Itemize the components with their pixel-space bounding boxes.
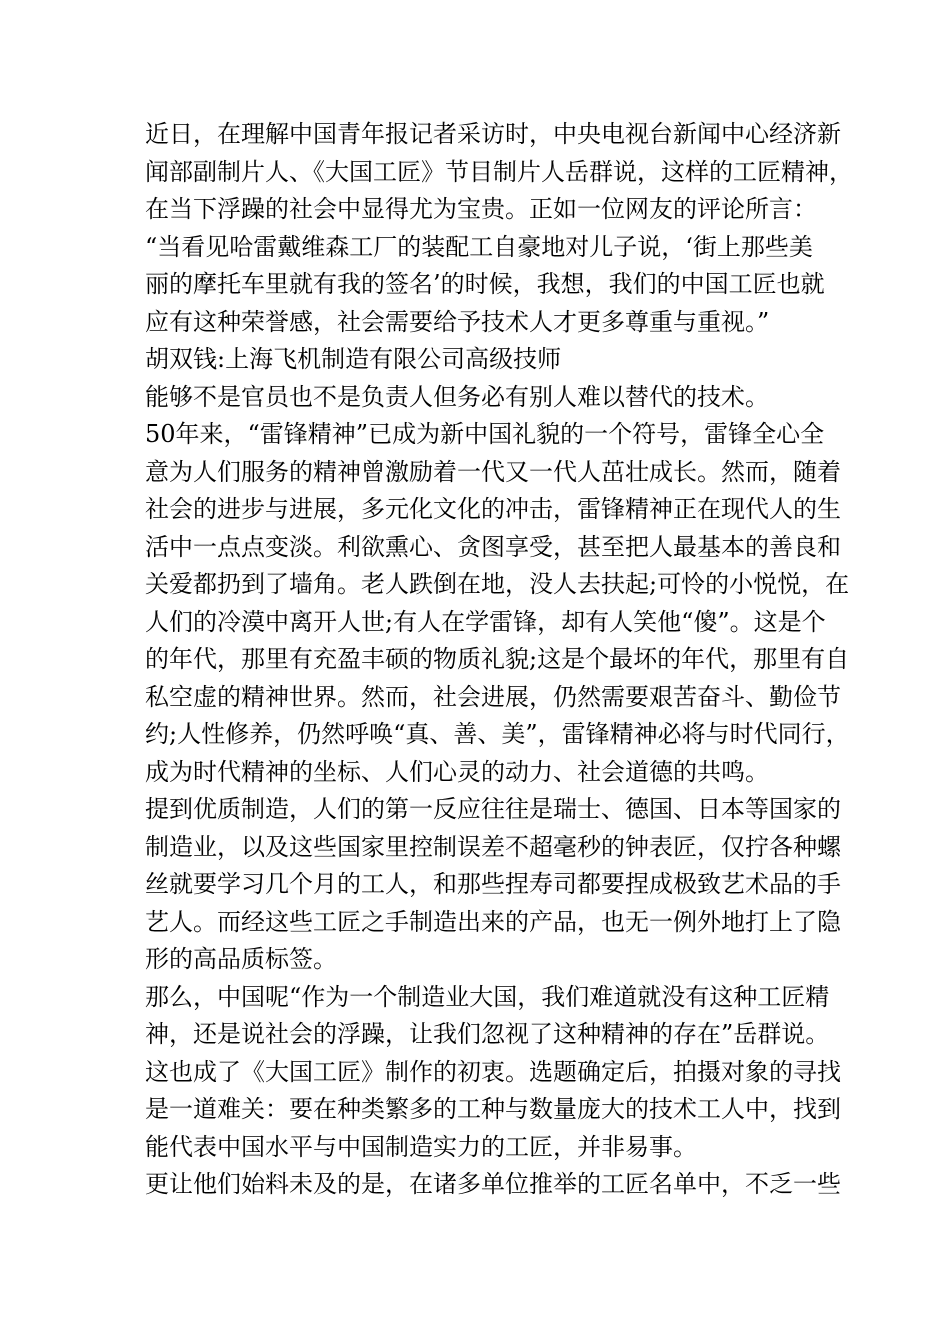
text-line: 丝就要学习几个月的工人，和那些捏寿司都要捏成极致艺术品的手 <box>145 870 841 898</box>
text-line: 制造业，以及这些国家里控制误差不超毫秒的钟表匠，仅拧各种螺 <box>145 832 841 861</box>
text-line: 提到优质制造，人们的第一反应往往是瑞士、德国、日本等国家的 <box>145 795 841 823</box>
text-line: “当看见哈雷戴维森工厂的装配工自豪地对儿子说，‘街上那些美 <box>145 232 813 261</box>
text-line: 近日，在理解中国青年报记者采访时，中央电视台新闻中心经济新 <box>145 120 841 148</box>
text-line: 艺人。而经这些工匠之手制造出来的产品，也无一例外地打上了隐 <box>145 907 841 936</box>
text-line: 闻部副制片人、《大国工匠》节目制片人岳群说，这样的工匠精神， <box>145 157 853 186</box>
section-heading: 胡双钱:上海飞机制造有限公司高级技师 <box>145 345 562 373</box>
text-line: 是一道难关：要在种类繁多的工种与数量庞大的技术工人中，找到 <box>145 1095 841 1123</box>
text-line: 应有这种荣誉感，社会需要给予技术人才更多尊重与重视。” <box>145 307 770 336</box>
text-line: 那么，中国呢“作为一个制造业大国，我们难道就没有这种工匠精 <box>145 982 830 1011</box>
text-line: 的年代，那里有充盈丰硕的物质礼貌;这是个最坏的年代，那里有自 <box>145 645 850 673</box>
text-line: 50年来，“雷锋精神”已成为新中国礼貌的一个符号，雷锋全心全 <box>145 420 825 448</box>
paragraph <box>145 341 810 379</box>
text-line: 形的高品质标签。 <box>145 945 337 973</box>
text-line: 约;人性修养，仍然呼唤“真、善、美”，雷锋精神必将与时代同行， <box>145 720 850 748</box>
paragraph <box>145 979 830 1054</box>
text-line: 社会的进步与进展，多元化文化的冲击，雷锋精神正在现代人的生 <box>145 495 841 523</box>
text-line: 意为人们服务的精神曾激励着一代又一代人茁壮成长。然而，随着 <box>145 457 841 486</box>
paragraph <box>145 1054 841 1167</box>
paragraph <box>145 1166 841 1204</box>
paragraph <box>145 116 853 341</box>
text-line: 活中一点点变淡。利欲熏心、贪图享受，甚至把人最基本的善良和 <box>145 532 841 561</box>
document-body <box>145 116 853 1204</box>
text-line: 私空虚的精神世界。然而，社会进展，仍然需要艰苦奋斗、勤俭节 <box>145 682 841 711</box>
paragraph <box>145 416 850 791</box>
text-line: 更让他们始料未及的是，在诸多单位推举的工匠名单中，不乏一些 <box>145 1170 841 1198</box>
text-line: 成为时代精神的坐标、人们心灵的动力、社会道德的共鸣。 <box>145 757 769 786</box>
text-line: 能代表中国水平与中国制造实力的工匠，并非易事。 <box>145 1132 697 1161</box>
text-line: 在当下浮躁的社会中显得尤为宝贵。正如一位网友的评论所言： <box>145 195 817 223</box>
text-line: 丽的摩托车里就有我的签名’的时候，我想，我们的中国工匠也就 <box>145 270 825 298</box>
paragraph <box>145 791 841 979</box>
text-line: 能够不是官员也不是负责人但务必有别人难以替代的技术。 <box>145 382 769 411</box>
text-line: 关爱都扔到了墙角。老人跌倒在地，没人去扶起;可怜的小悦悦，在 <box>145 570 850 598</box>
text-line: 人们的冷漠中离开人世;有人在学雷锋，却有人笑他“傻”。这是个 <box>145 607 826 636</box>
paragraph <box>145 379 810 417</box>
text-line: 神，还是说社会的浮躁，让我们忽视了这种精神的存在”岳群说。 <box>145 1020 830 1048</box>
text-line: 这也成了《大国工匠》制作的初衷。选题确定后，拍摄对象的寻找 <box>145 1057 841 1086</box>
